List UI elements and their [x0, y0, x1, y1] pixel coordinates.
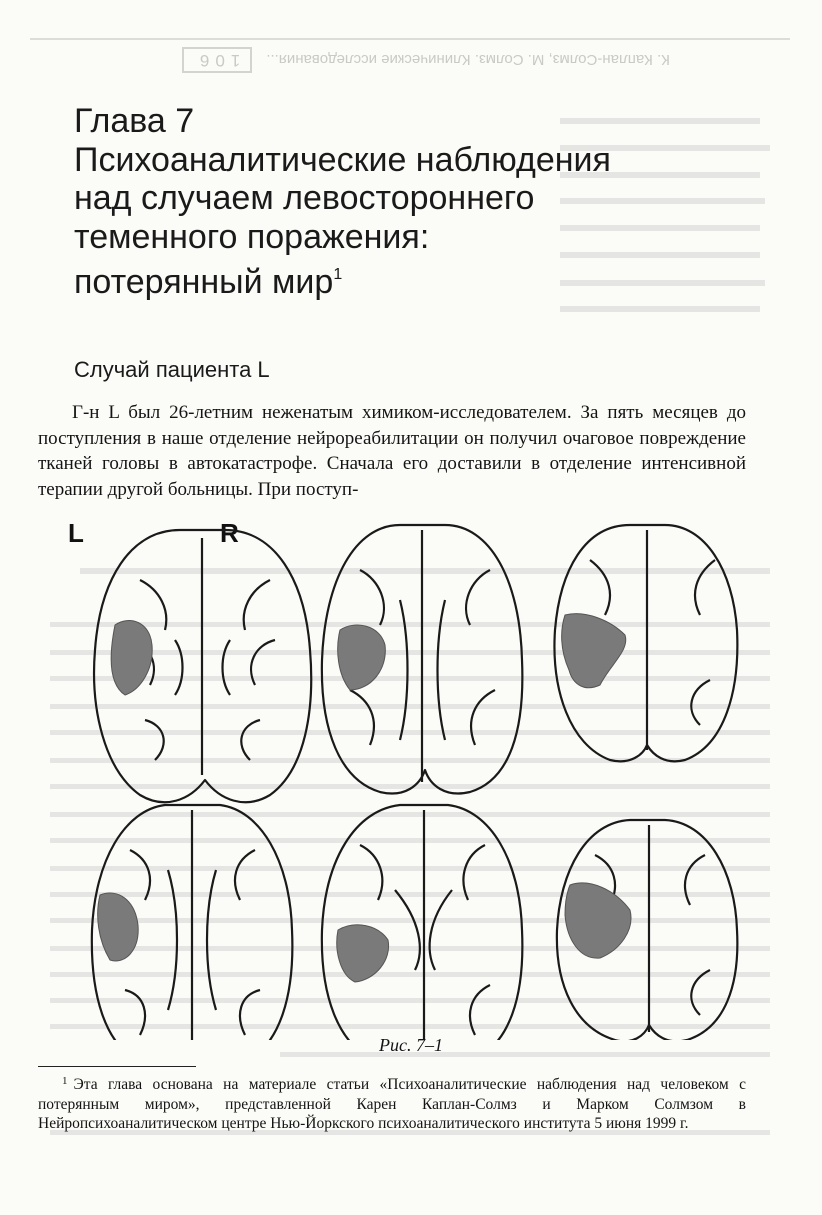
chapter-title-line-2: над случаем левостороннего	[74, 179, 535, 217]
lesion-region-2	[338, 625, 386, 690]
footnote-divider	[38, 1066, 196, 1067]
brain-slice-3	[554, 525, 737, 761]
brain-slice-4	[92, 805, 293, 1040]
lesion-region-5	[337, 925, 389, 982]
brain-slice-6	[557, 820, 738, 1040]
lesion-region-4	[98, 893, 138, 961]
running-header	[30, 38, 790, 80]
section-title: Случай пациента L	[74, 357, 270, 382]
footnote-reference[interactable]: 1	[333, 266, 343, 283]
chapter-title-line-1: Психоаналитические наблюдения	[74, 140, 611, 179]
chapter-number: Глава 7	[74, 102, 195, 140]
body-paragraph: Г-н L был 26-летним неженатым химиком-исследователем. За пять месяцев до поступления в наше отделение нейрореабилитации он получил очаговое повреждение тканей головы в автокатастрофе. Сначала его доставили в отделение интенсивной терапии другой больницы. При поступ-	[38, 402, 746, 500]
chapter-title-line-4	[74, 256, 714, 302]
lesion-region-1	[111, 621, 152, 695]
running-header-text: К. Каплан-Солмз, М. Солмз. Клинические исследования...	[266, 51, 670, 69]
figure-caption: Рис. 7–1	[379, 1035, 443, 1055]
chapter-title-line-3: теменного поражения:	[74, 217, 430, 256]
chapter-title-line-4-text: потерянный мир	[74, 263, 334, 301]
brain-slice-1	[94, 530, 311, 802]
brain-scan-figure	[50, 500, 770, 1040]
brain-slice-2	[322, 525, 523, 793]
brain-slice-5	[322, 805, 523, 1040]
footnote	[38, 1072, 746, 1134]
chapter-heading	[74, 102, 714, 302]
lesion-region-6	[565, 883, 631, 958]
lesion-region-3	[562, 614, 626, 688]
footnote-text: Эта глава основана на материале статьи «Психоаналитические наблюдения над человеком с потерянным миром», представленной Карен Каплан-Солмз и Марком Солмзом в Нейропсихоаналитическом центре Нью-Йоркского психоаналитического института 5 июня 1999 г.	[38, 1076, 746, 1132]
figure-label-right: R	[220, 518, 239, 548]
figure-label-left: L	[68, 518, 84, 548]
page-number: 106	[182, 47, 252, 73]
footnote-mark: 1	[62, 1075, 68, 1087]
